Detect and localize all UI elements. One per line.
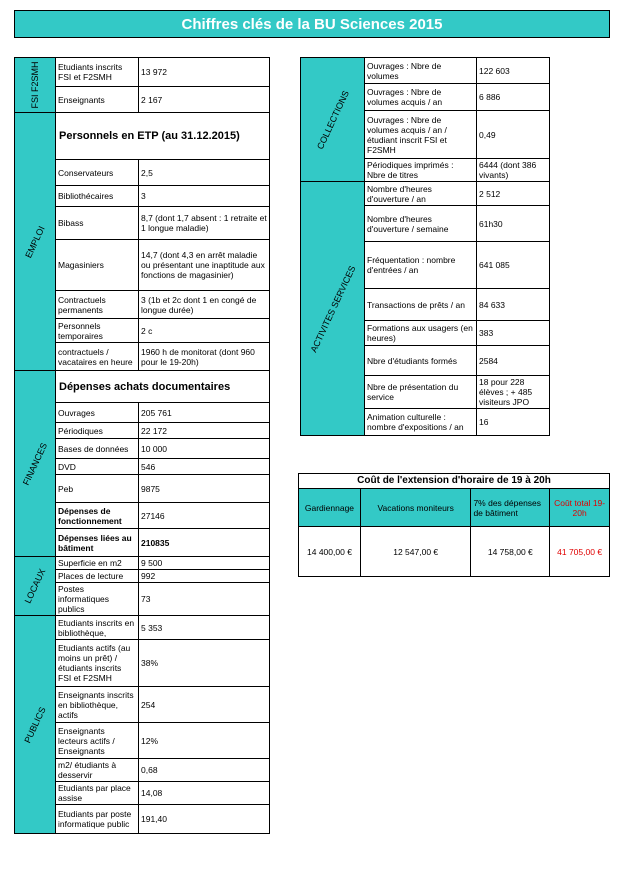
- row-label: Nombre d'heures d'ouverture / semaine: [365, 206, 477, 242]
- row-label: Bases de données: [56, 439, 139, 459]
- section-activites-services: [301, 182, 365, 436]
- row-value: 13 972: [139, 58, 270, 87]
- section-publics: [15, 616, 56, 834]
- section-locaux: [15, 557, 56, 616]
- row-label: Nbre d'étudiants formés: [365, 346, 477, 376]
- row-value: 2 167: [139, 87, 270, 113]
- row-label: Nbre de présentation du service: [365, 376, 477, 409]
- section-fsi: [15, 58, 56, 113]
- row-label: Dépenses liées au bâtiment: [56, 529, 139, 557]
- row-value: 546: [139, 459, 270, 475]
- row-value: 641 085: [477, 242, 550, 289]
- row-label: Peb: [56, 475, 139, 503]
- row-value: 9 500: [139, 557, 270, 570]
- cost-header-depenses: 7% des dépenses de bâtiment: [471, 489, 550, 527]
- right-key-figures-table: [300, 57, 550, 436]
- row-value: 205 761: [139, 403, 270, 423]
- section-heading: Dépenses achats documentaires: [56, 371, 270, 403]
- cost-header-total: Coût total 19-20h: [550, 489, 610, 527]
- row-value: 14,08: [139, 782, 270, 805]
- row-value: 992: [139, 570, 270, 583]
- row-value: 210835: [139, 529, 270, 557]
- row-label: Etudiants inscrits en bibliothèque,: [56, 616, 139, 640]
- row-value: 18 pour 228 élèves ; + 485 visiteurs JPO: [477, 376, 550, 409]
- row-value: 2 c: [139, 319, 270, 343]
- section-heading: Personnels en ETP (au 31.12.2015): [56, 113, 270, 160]
- row-value: 0,49: [477, 111, 550, 159]
- row-label: Ouvrages : Nbre de volumes: [365, 58, 477, 84]
- row-value: 6 886: [477, 84, 550, 111]
- row-value: 6444 (dont 386 vivants): [477, 159, 550, 182]
- row-value: 38%: [139, 640, 270, 687]
- row-value: 2584: [477, 346, 550, 376]
- cost-header-vacations: Vacations moniteurs: [360, 489, 471, 527]
- row-label: Enseignants: [56, 87, 139, 113]
- row-label: Contractuels permanents: [56, 291, 139, 319]
- row-value: 1960 h de monitorat (dont 960 pour le 19-20h): [139, 343, 270, 371]
- row-label: DVD: [56, 459, 139, 475]
- row-value: 383: [477, 321, 550, 346]
- section-label: COLLECTIONS: [314, 88, 351, 151]
- row-value: 12%: [139, 723, 270, 759]
- section-label: FINANCES: [20, 440, 50, 487]
- row-value: 14,7 (dont 4,3 en arrêt maladie ou présentant une inaptitude aux fonctions de magasinier): [139, 240, 270, 291]
- row-label: Bibliothécaires: [56, 186, 139, 207]
- row-value: 5 353: [139, 616, 270, 640]
- row-value: 61h30: [477, 206, 550, 242]
- cost-header-gardiennage: Gardiennage: [299, 489, 361, 527]
- row-value: 3 (1b et 2c dont 1 en congé de longue durée): [139, 291, 270, 319]
- row-value: 9875: [139, 475, 270, 503]
- row-label: Places de lecture: [56, 570, 139, 583]
- row-label: Etudiants par poste informatique public: [56, 805, 139, 834]
- cost-caption: Coût de l'extension d'horaire de 19 à 20h: [299, 474, 610, 489]
- row-label: Nombre d'heures d'ouverture / an: [365, 182, 477, 206]
- row-value: 27146: [139, 503, 270, 529]
- row-value: 10 000: [139, 439, 270, 459]
- row-label: Ouvrages: [56, 403, 139, 423]
- row-label: Enseignants inscrits en bibliothèque, actifs: [56, 687, 139, 723]
- row-label: Etudiants actifs (au moins un prêt) / étudiants inscrits FSI et F2SMH: [56, 640, 139, 687]
- section-label: ACTIVITES SERVICES: [308, 263, 357, 354]
- row-value: 2 512: [477, 182, 550, 206]
- section-finances: [15, 371, 56, 557]
- row-value: 2,5: [139, 160, 270, 186]
- row-value: 84 633: [477, 289, 550, 321]
- row-label: Transactions de prêts / an: [365, 289, 477, 321]
- row-label: Bibass: [56, 207, 139, 240]
- row-label: Magasiniers: [56, 240, 139, 291]
- cost-value-gardiennage: 14 400,00 €: [299, 527, 361, 577]
- row-label: Dépenses de fonctionnement: [56, 503, 139, 529]
- row-label: Superficie en m2: [56, 557, 139, 570]
- cost-value-depenses: 14 758,00 €: [471, 527, 550, 577]
- row-label: Ouvrages : Nbre de volumes acquis / an / étudiant inscrit FSI et F2SMH: [365, 111, 477, 159]
- row-label: contractuels / vacataires en heure: [56, 343, 139, 371]
- row-value: 254: [139, 687, 270, 723]
- row-label: Postes informatiques publics: [56, 583, 139, 616]
- row-label: Personnels temporaires: [56, 319, 139, 343]
- row-value: 0,68: [139, 759, 270, 782]
- row-value: 16: [477, 409, 550, 436]
- row-value: 22 172: [139, 423, 270, 439]
- section-label: PUBLICS: [22, 704, 48, 745]
- row-value: 73: [139, 583, 270, 616]
- row-value: 3: [139, 186, 270, 207]
- row-value: 122 603: [477, 58, 550, 84]
- section-label: EMPLOI: [23, 223, 47, 260]
- row-value: 191,40: [139, 805, 270, 834]
- row-label: Formations aux usagers (en heures): [365, 321, 477, 346]
- cost-value-vacations: 12 547,00 €: [360, 527, 471, 577]
- left-key-figures-table: [14, 57, 270, 834]
- row-label: Ouvrages : Nbre de volumes acquis / an: [365, 84, 477, 111]
- row-label: m2/ étudiants à desservir: [56, 759, 139, 782]
- section-label: LOCAUX: [22, 567, 48, 605]
- page-title: Chiffres clés de la BU Sciences 2015: [14, 10, 610, 38]
- section-emploi: [15, 113, 56, 371]
- row-label: Etudiants par place assise: [56, 782, 139, 805]
- row-value: 8,7 (dont 1,7 absent : 1 retraite et 1 longue maladie): [139, 207, 270, 240]
- section-collections: [301, 58, 365, 182]
- row-label: Enseignants lecteurs actifs / Enseignants: [56, 723, 139, 759]
- section-label: FSI F2SMH: [30, 61, 40, 109]
- row-label: Animation culturelle : nombre d'expositions / an: [365, 409, 477, 436]
- cost-extension-table: [298, 473, 610, 577]
- row-label: Périodiques: [56, 423, 139, 439]
- row-label: Fréquentation : nombre d'entrées / an: [365, 242, 477, 289]
- row-label: Périodiques imprimés : Nbre de titres: [365, 159, 477, 182]
- cost-value-total: 41 705,00 €: [550, 527, 610, 577]
- row-label: Etudiants inscrits FSI et F2SMH: [56, 58, 139, 87]
- row-label: Conservateurs: [56, 160, 139, 186]
